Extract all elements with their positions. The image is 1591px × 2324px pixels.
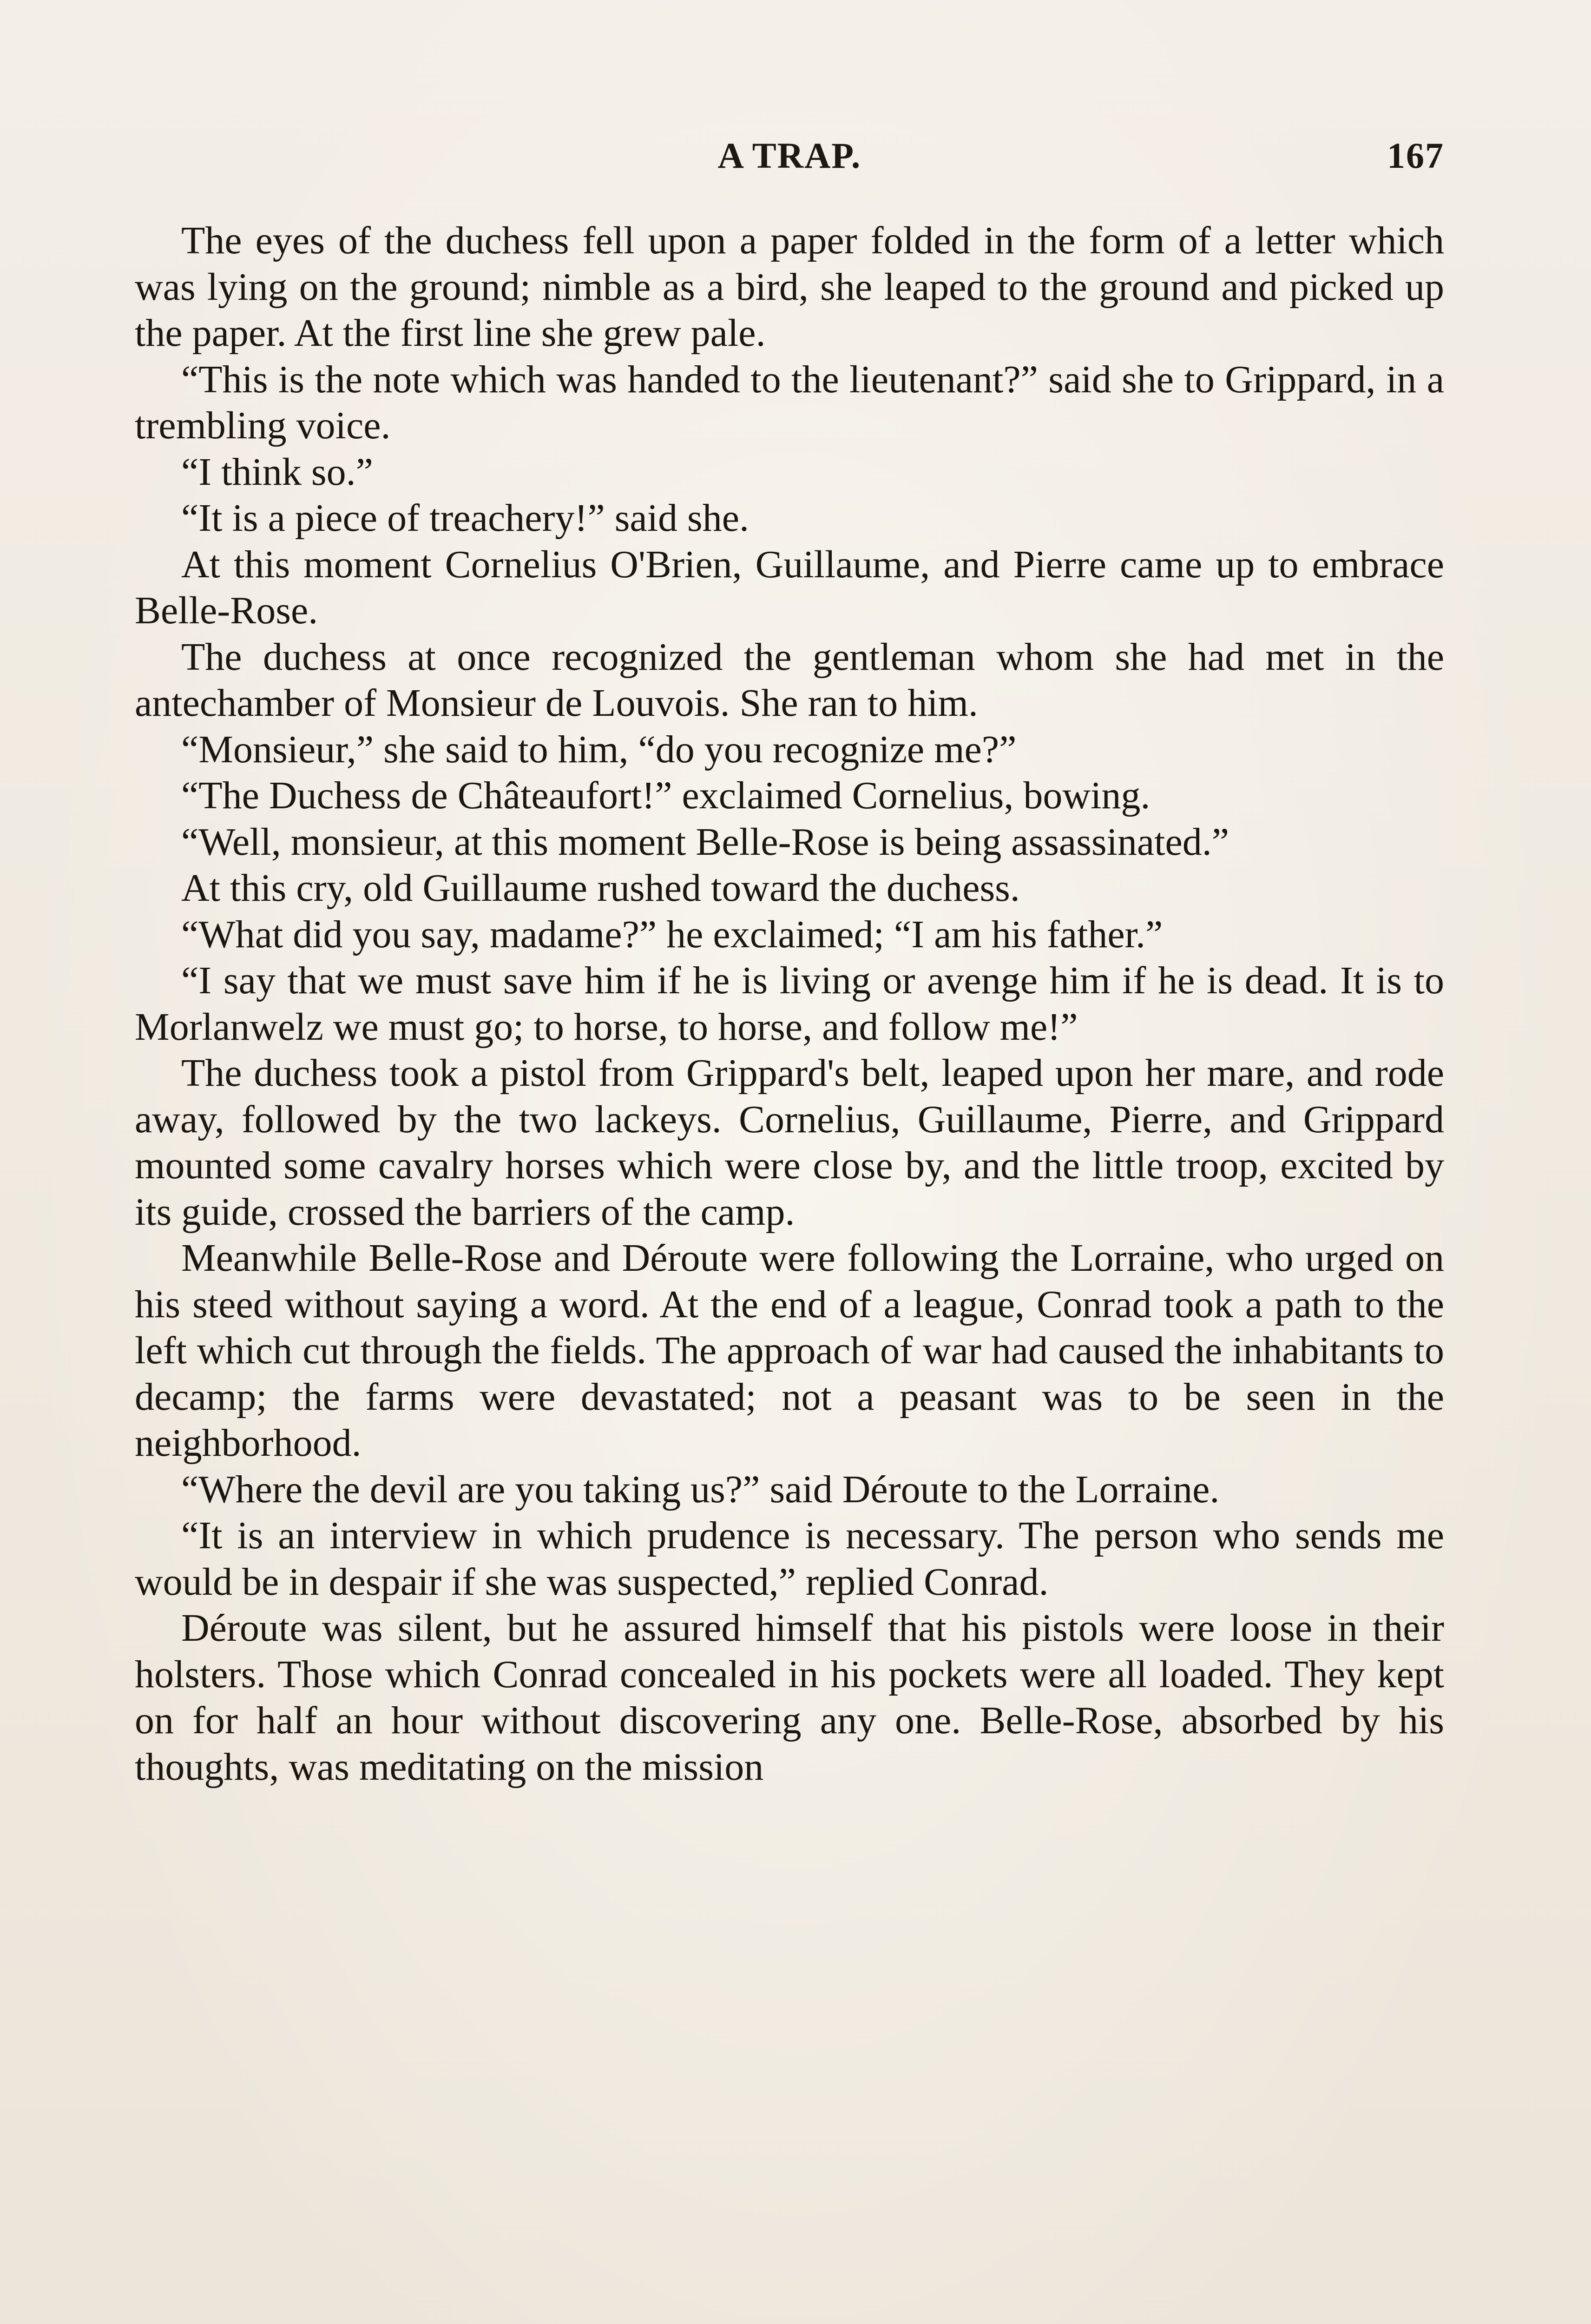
page-number: 167: [1387, 135, 1444, 176]
paragraph: “The Duchess de Châteaufort!” exclaimed Cornelius, bowing.: [181, 774, 1151, 817]
paragraph: “Monsieur,” she said to him, “do you recognize me?”: [181, 727, 1017, 771]
paragraph: The duchess took a pistol from Grippard's belt, leaped upon her mare, and rode away, followed by the two lackeys. Cornelius, Guillaume, Pierre, and Grippard mounted some cavalry horses which were close by, and the little troop, excited by its guide, crossed the barriers of the camp.: [135, 1051, 1444, 1234]
paragraph: “It is a piece of treachery!” said she.: [181, 496, 749, 540]
paragraph: “I say that we must save him if he is living or avenge him if he is dead. It is to Morlanwelz we must go; to horse, to horse, and follow me!”: [135, 959, 1444, 1049]
running-title: A TRAP.: [717, 135, 861, 176]
paragraph: The eyes of the duchess fell upon a paper folded in the form of a letter which was lying on the ground; nimble as a bird, she leaped to the ground and picked up the paper. At the first line she grew pale.: [135, 219, 1444, 355]
paragraph: “Well, monsieur, at this moment Belle-Rose is being assassinated.”: [181, 820, 1229, 864]
paragraph: “Where the devil are you taking us?” said Déroute to the Lorraine.: [181, 1467, 1220, 1511]
body-text: [135, 218, 1444, 1790]
paragraph: “It is an interview in which prudence is necessary. The person who sends me would be in despair if she was suspected,” replied Conrad.: [135, 1514, 1444, 1604]
paragraph: The duchess at once recognized the gentleman whom she had met in the antechamber of Monsieur de Louvois. She ran to him.: [135, 635, 1444, 725]
paragraph: “This is the note which was handed to the lieutenant?” said she to Grippard, in a trembling voice.: [135, 357, 1444, 447]
running-head: [135, 135, 1444, 191]
paragraph: Meanwhile Belle-Rose and Déroute were following the Lorraine, who urged on his steed without saying a word. At the end of a league, Conrad took a path to the left which cut through the fields. The approach of war had caused the inhabitants to decamp; the farms were devastated; not a peasant was to be seen in the neighborhood.: [135, 1236, 1444, 1465]
paragraph: “What did you say, madame?” he exclaimed; “I am his father.”: [181, 912, 1163, 956]
paragraph: Déroute was silent, but he assured himself that his pistols were loose in their holsters. Those which Conrad concealed in his pockets were all loaded. They kept on for half an hour without discovering any one. Belle-Rose, absorbed by his thoughts, was meditating on the mission: [135, 1606, 1444, 1789]
paragraph: “I think so.”: [181, 450, 373, 494]
paragraph: At this moment Cornelius O'Brien, Guillaume, and Pierre came up to embrace Belle-Rose.: [135, 542, 1444, 632]
paragraph: At this cry, old Guillaume rushed toward the duchess.: [181, 866, 1020, 910]
